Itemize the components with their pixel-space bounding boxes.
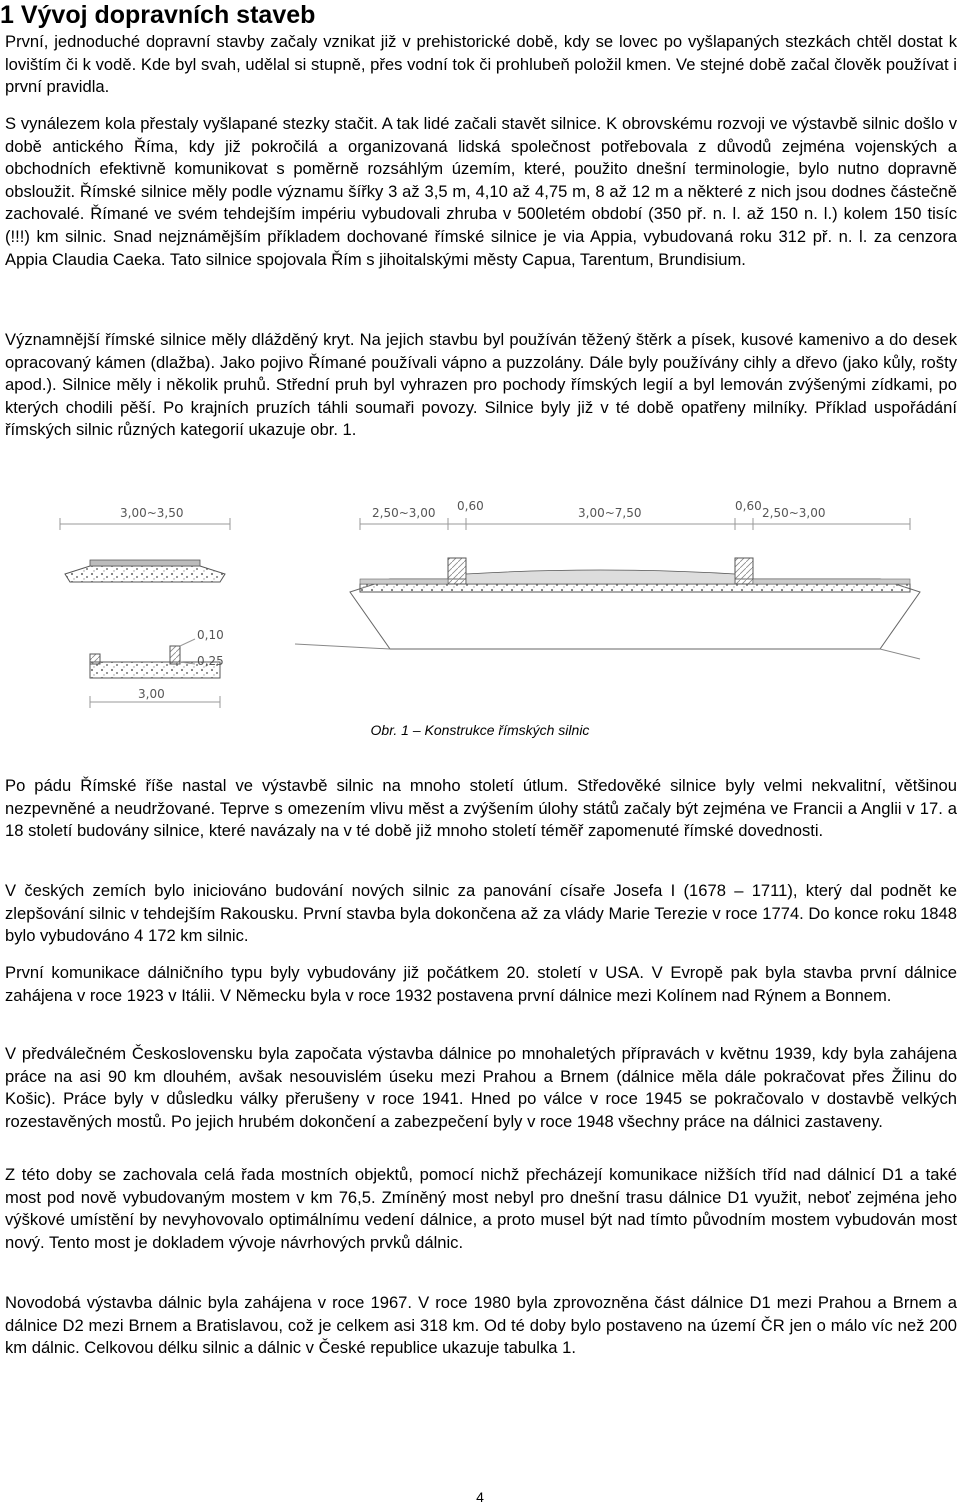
wide-road-section: [295, 518, 920, 659]
paragraph-bridges: Z této doby se zachovala celá řada mostních objektů, pomocí nichž přecházejí komunikace nižších tříd nad dálnicí D1 a také most pod nově vybudovaným mostem v km 76,5. Zmíněný most nebyl pro dnešní trasu dálnice D1 využit, neboť zejména jeho výškové umístění by nevyhovovalo optimálnímu vedení dálnice, a proto musel být nad tímto původním mostem vybudován most nový. Tento most je dokladem vývoje návrhových prvků dálnic.: [5, 1165, 957, 1252]
dim-label: 3,00~3,50: [120, 506, 184, 520]
road-cross-section-drawing: [50, 484, 930, 720]
paragraph-first-motorways: První komunikace dálničního typu byly vybudovány již počátkem 20. století v USA. V Evropě pak byla stavba první dálnice zahájena v roce 1923 v Itálii. V Německu byla v roce 1932 postavena první dálnice mezi Kolínem nad Rýnem a Bonnem.: [5, 963, 957, 1005]
paragraph-medieval: Po pádu Římské říše nastal ve výstavbě silnic na mnoho století útlum. Středověké silnice byly velmi nekvalitní, většinou nezpevněné a neudržované. Teprve s omezením vlivu měst a zvýšením úlohy států začaly být zejména ve Francii a Anglii v 17. a 18 století budovány silnice, které navázaly na v té době již mnoho století téměř zapomenuté římské dovednosti.: [5, 776, 957, 841]
dim-label: 0,60: [735, 499, 762, 513]
dim-label: 2,50~3,00: [372, 506, 436, 520]
page-number: 4: [476, 1489, 484, 1505]
paragraph-czech-lands: V českých zemích bylo iniciováno budování nových silnic za panování císaře Josefa I (1678 – 1711), který dal podnět ke zlepšování silnic v tehdejším Rakousku. První stavba byla dokončena až za vlády Marie Terezie v roce 1774. Do konce roku 1848 bylo vybudováno 4 172 km silnic.: [5, 881, 957, 946]
paragraph-roman-roads: S vynálezem kola přestaly vyšlapané stezky stačit. A tak lidé začali stavět silnice. K obrovskému rozvoji ve výstavbě silnic došlo v době antického Říma, kdy již pokročilá a organizovaná lidská společnost potřebovala z důvodů zejména vojenských a obchodních efektivně komunikovat s poměrně rozsáhlým územím, které, použito dnešní terminologie, bylo nutno dopravně obsloužit. Římské silnice měly podle významu šířky 3 až 3,5 m, 4,10 až 4,75 m, 8 až 12 m a některé z nich jsou dodnes částečně zachovalé. Římané ve svém tehdejším impériu vybudovali zhruba v 500letém období (350 př. n. l. až 150 n. l.) kolem 150 tisíc (!!!) km silnic. Snad nejznámějším příkladem dochované římské silnice je via Appia, vybudovaná roku 312 př. n. l. za cenzora Appia Claudia Caeka. Tato silnice spojovala Řím s jihoitalskými městy Capua, Tarentum, Brundisium.: [5, 114, 957, 269]
paragraph-roman-surface: Významnější římské silnice měly dlážděný kryt. Na jejich stavbu byl používán těžený štěrk a písek, kusové kamenivo a do desek opracovaný kámen (dlažba). Jako pojivo Římané používali vápno a puzzolány. Dále byly používány cihly a dřevo (jako kůly, rošty apod.). Silnice měly i několik pruhů. Střední pruh byl vyhrazen pro pochody římských legií a byl lemován zvýšenými zídkami, po kterých chodili pěší. Po krajních pruzích táhli soumaři povozy. Silnice byly již v té době opatřeny milníky. Příklad uspořádání římských silnic různých kategorií ukazuje obr. 1.: [5, 330, 957, 440]
dim-label: 2,50~3,00: [762, 506, 826, 520]
dim-label: 3,00: [138, 687, 165, 701]
dim-label: 0,60: [457, 499, 484, 513]
paragraph-modern: Novodobá výstavba dálnic byla zahájena v roce 1967. V roce 1980 byla zprovozněna část dálnice D1 mezi Prahou a Brnem a dálnice D2 mezi Brnem a Bratislavou, což je celkem asi 318 km. Od té doby bylo postaveno na území ČR jen o málo víc než 200 km dálnic. Celkovou délku silnic a dálnic v České republice ukazuje tabulka 1.: [5, 1293, 957, 1358]
dim-label: 0,25: [197, 654, 224, 668]
roman-road-figure: [50, 484, 930, 720]
section-heading: 1 Vývoj dopravních staveb: [0, 1, 316, 29]
narrow-road-section: [60, 518, 230, 582]
dim-label: 0,10: [197, 628, 224, 642]
figure-caption: Obr. 1 – Konstrukce římských silnic: [370, 722, 590, 738]
paragraph-prehistory: První, jednoduché dopravní stavby začaly vznikat již v prehistorické době, kdy se lovec po vyšlapaných stezkách chtěl dostat k lovištím či k vodě. Kde byl svah, udělal si stupně, přes vodní tok či prohlubeň položil kmen. Ve stejné době začal člověk používat i první pravidla.: [5, 32, 957, 97]
dim-label: 3,00~7,50: [578, 506, 642, 520]
paragraph-prewar: V předválečném Československu byla započata výstavba dálnice po mnohaletých přípravách v květnu 1939, kdy byla zahájena práce na asi 90 km dlouhém, avšak nesouvislém úseku mezi Prahou a Brnem (dálnice měla dále pokračovat přes Žilinu do Košic). Práce byly v důsledku války přerušeny v roce 1941. Hned po válce v roce 1945 se pokračovalo v dostavbě velkých rozestavěných mostů. Po jejich hrubém dokončení a zabezpečení byly v roce 1948 všechny práce na dálnici zastaveny.: [5, 1044, 957, 1131]
